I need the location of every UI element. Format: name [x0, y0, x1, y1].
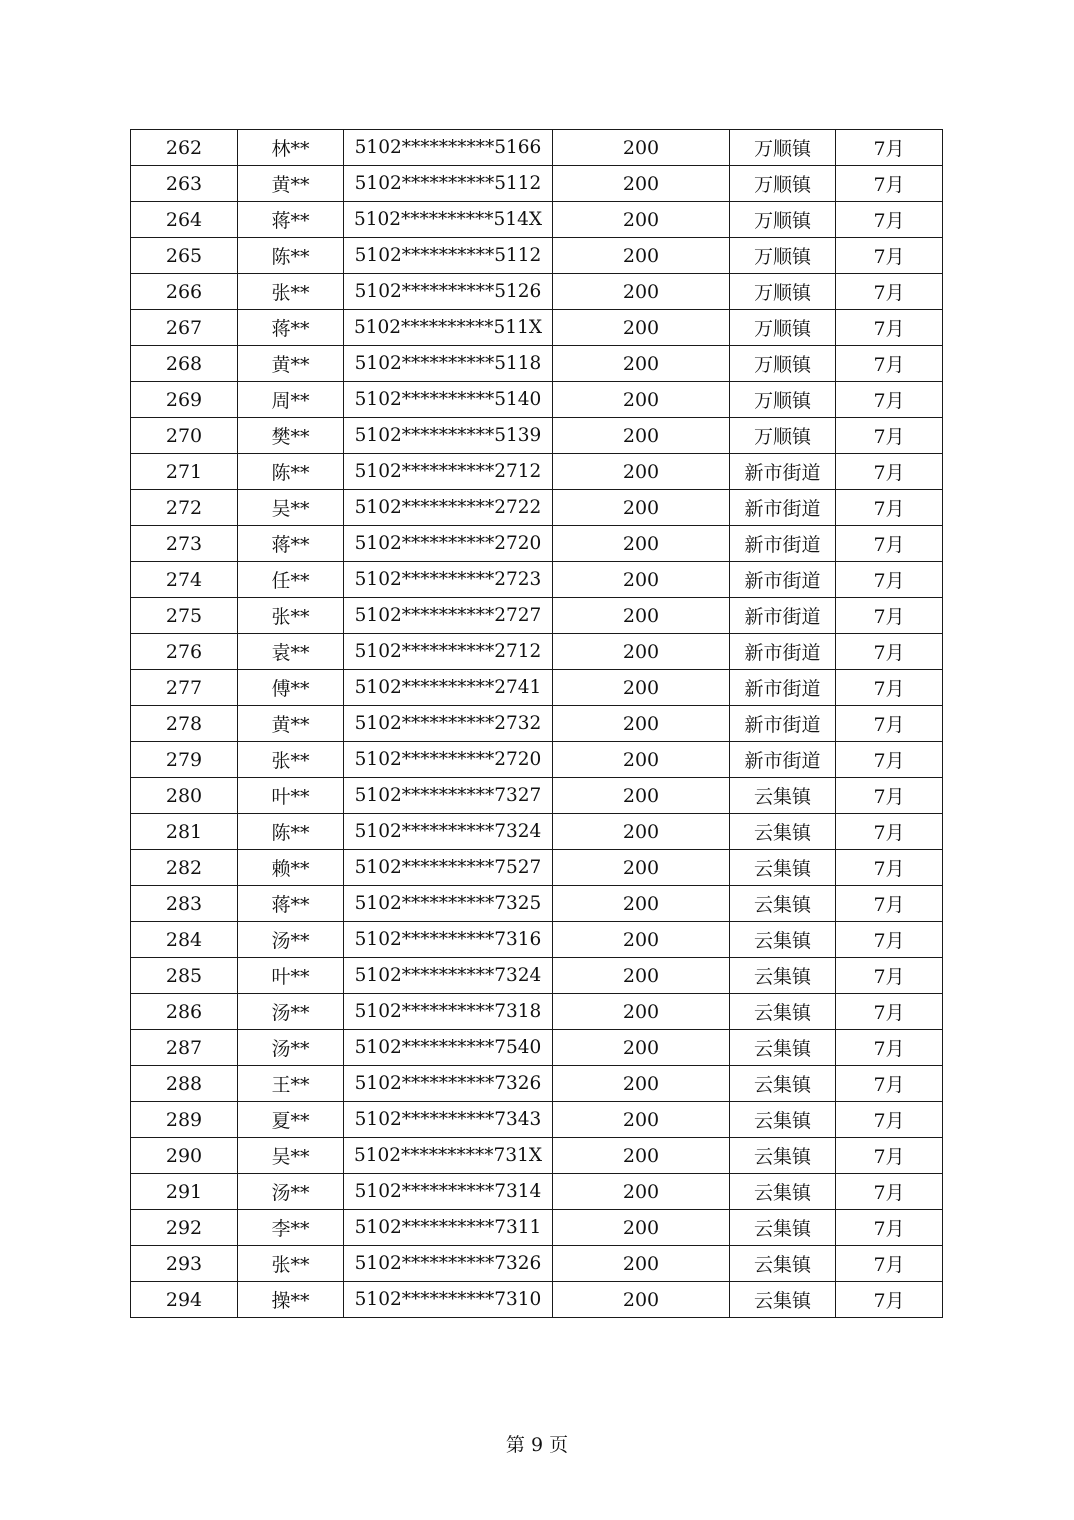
- cell-serial-number: 277: [131, 670, 238, 706]
- cell-town: 云集镇: [730, 1138, 836, 1174]
- cell-amount: 200: [553, 382, 730, 418]
- cell-name: 傅**: [238, 670, 344, 706]
- cell-serial-number: 276: [131, 634, 238, 670]
- cell-name: 叶**: [238, 958, 344, 994]
- cell-town: 万顺镇: [730, 130, 836, 166]
- cell-month: 7月: [836, 274, 943, 310]
- cell-id-number: 5102**********2732: [344, 706, 553, 742]
- cell-serial-number: 286: [131, 994, 238, 1030]
- table-row: [131, 274, 943, 310]
- cell-month: 7月: [836, 958, 943, 994]
- cell-amount: 200: [553, 994, 730, 1030]
- cell-name: 张**: [238, 1246, 344, 1282]
- cell-name: 蒋**: [238, 202, 344, 238]
- cell-amount: 200: [553, 238, 730, 274]
- cell-name: 黄**: [238, 706, 344, 742]
- cell-town: 云集镇: [730, 886, 836, 922]
- table-row: [131, 1138, 943, 1174]
- cell-month: 7月: [836, 598, 943, 634]
- cell-month: 7月: [836, 1138, 943, 1174]
- cell-month: 7月: [836, 130, 943, 166]
- cell-amount: 200: [553, 166, 730, 202]
- cell-month: 7月: [836, 346, 943, 382]
- cell-serial-number: 270: [131, 418, 238, 454]
- table-row: [131, 526, 943, 562]
- cell-name: 王**: [238, 1066, 344, 1102]
- cell-serial-number: 287: [131, 1030, 238, 1066]
- cell-serial-number: 288: [131, 1066, 238, 1102]
- table-row: [131, 1282, 943, 1318]
- cell-amount: 200: [553, 1174, 730, 1210]
- cell-serial-number: 265: [131, 238, 238, 274]
- table-row: [131, 310, 943, 346]
- cell-serial-number: 264: [131, 202, 238, 238]
- cell-name: 黄**: [238, 166, 344, 202]
- cell-amount: 200: [553, 1066, 730, 1102]
- cell-town: 云集镇: [730, 958, 836, 994]
- cell-amount: 200: [553, 202, 730, 238]
- cell-serial-number: 267: [131, 310, 238, 346]
- cell-serial-number: 285: [131, 958, 238, 994]
- cell-id-number: 5102**********2720: [344, 526, 553, 562]
- cell-serial-number: 291: [131, 1174, 238, 1210]
- cell-name: 汤**: [238, 994, 344, 1030]
- cell-id-number: 5102**********7318: [344, 994, 553, 1030]
- cell-town: 新市街道: [730, 634, 836, 670]
- cell-id-number: 5102**********5139: [344, 418, 553, 454]
- cell-serial-number: 290: [131, 1138, 238, 1174]
- table-row: [131, 958, 943, 994]
- cell-town: 云集镇: [730, 1246, 836, 1282]
- cell-id-number: 5102**********5118: [344, 346, 553, 382]
- cell-town: 云集镇: [730, 1030, 836, 1066]
- cell-month: 7月: [836, 382, 943, 418]
- cell-amount: 200: [553, 706, 730, 742]
- cell-amount: 200: [553, 1210, 730, 1246]
- cell-id-number: 5102**********511X: [344, 310, 553, 346]
- cell-id-number: 5102**********2712: [344, 454, 553, 490]
- cell-id-number: 5102**********7540: [344, 1030, 553, 1066]
- table-row: [131, 418, 943, 454]
- cell-town: 云集镇: [730, 850, 836, 886]
- cell-name: 汤**: [238, 922, 344, 958]
- cell-town: 万顺镇: [730, 382, 836, 418]
- table-row: [131, 994, 943, 1030]
- cell-month: 7月: [836, 490, 943, 526]
- table-row: [131, 490, 943, 526]
- cell-town: 新市街道: [730, 670, 836, 706]
- roster-table: [130, 129, 943, 1318]
- cell-amount: 200: [553, 1282, 730, 1318]
- table-row: [131, 778, 943, 814]
- table-row: [131, 1174, 943, 1210]
- cell-month: 7月: [836, 670, 943, 706]
- table-row: [131, 814, 943, 850]
- cell-id-number: 5102**********7326: [344, 1246, 553, 1282]
- cell-serial-number: 282: [131, 850, 238, 886]
- cell-month: 7月: [836, 238, 943, 274]
- table-row: [131, 850, 943, 886]
- cell-town: 云集镇: [730, 1210, 836, 1246]
- cell-town: 万顺镇: [730, 202, 836, 238]
- cell-town: 万顺镇: [730, 238, 836, 274]
- cell-town: 云集镇: [730, 922, 836, 958]
- table-row: [131, 706, 943, 742]
- cell-serial-number: 274: [131, 562, 238, 598]
- cell-month: 7月: [836, 526, 943, 562]
- cell-month: 7月: [836, 1174, 943, 1210]
- table-row: [131, 562, 943, 598]
- cell-month: 7月: [836, 886, 943, 922]
- cell-serial-number: 275: [131, 598, 238, 634]
- cell-id-number: 5102**********514X: [344, 202, 553, 238]
- table-row: [131, 382, 943, 418]
- cell-amount: 200: [553, 1030, 730, 1066]
- cell-month: 7月: [836, 1030, 943, 1066]
- cell-serial-number: 268: [131, 346, 238, 382]
- cell-id-number: 5102**********7343: [344, 1102, 553, 1138]
- cell-serial-number: 292: [131, 1210, 238, 1246]
- cell-id-number: 5102**********7327: [344, 778, 553, 814]
- cell-month: 7月: [836, 454, 943, 490]
- table-row: [131, 130, 943, 166]
- page-number: 第 9 页: [505, 1434, 569, 1456]
- cell-name: 蒋**: [238, 310, 344, 346]
- cell-serial-number: 283: [131, 886, 238, 922]
- cell-month: 7月: [836, 850, 943, 886]
- cell-town: 云集镇: [730, 1282, 836, 1318]
- cell-name: 陈**: [238, 454, 344, 490]
- cell-amount: 200: [553, 922, 730, 958]
- table-row: [131, 670, 943, 706]
- cell-month: 7月: [836, 778, 943, 814]
- cell-name: 黄**: [238, 346, 344, 382]
- cell-town: 万顺镇: [730, 274, 836, 310]
- cell-id-number: 5102**********2727: [344, 598, 553, 634]
- table-row: [131, 454, 943, 490]
- cell-name: 蒋**: [238, 886, 344, 922]
- cell-id-number: 5102**********2741: [344, 670, 553, 706]
- cell-name: 蒋**: [238, 526, 344, 562]
- cell-serial-number: 271: [131, 454, 238, 490]
- cell-amount: 200: [553, 454, 730, 490]
- cell-name: 吴**: [238, 490, 344, 526]
- cell-id-number: 5102**********2722: [344, 490, 553, 526]
- cell-month: 7月: [836, 994, 943, 1030]
- cell-name: 张**: [238, 742, 344, 778]
- cell-amount: 200: [553, 490, 730, 526]
- cell-name: 任**: [238, 562, 344, 598]
- cell-id-number: 5102**********5140: [344, 382, 553, 418]
- cell-month: 7月: [836, 202, 943, 238]
- cell-id-number: 5102**********5126: [344, 274, 553, 310]
- table-row: [131, 1030, 943, 1066]
- cell-name: 叶**: [238, 778, 344, 814]
- cell-town: 云集镇: [730, 1174, 836, 1210]
- cell-name: 张**: [238, 598, 344, 634]
- table-row: [131, 346, 943, 382]
- cell-month: 7月: [836, 1210, 943, 1246]
- cell-amount: 200: [553, 814, 730, 850]
- cell-amount: 200: [553, 1138, 730, 1174]
- table-row: [131, 1102, 943, 1138]
- cell-month: 7月: [836, 1282, 943, 1318]
- cell-serial-number: 262: [131, 130, 238, 166]
- cell-month: 7月: [836, 166, 943, 202]
- cell-name: 吴**: [238, 1138, 344, 1174]
- cell-id-number: 5102**********7310: [344, 1282, 553, 1318]
- cell-serial-number: 280: [131, 778, 238, 814]
- cell-serial-number: 293: [131, 1246, 238, 1282]
- cell-id-number: 5102**********7316: [344, 922, 553, 958]
- cell-id-number: 5102**********7314: [344, 1174, 553, 1210]
- table-row: [131, 1246, 943, 1282]
- cell-serial-number: 263: [131, 166, 238, 202]
- cell-town: 万顺镇: [730, 346, 836, 382]
- cell-name: 汤**: [238, 1174, 344, 1210]
- cell-serial-number: 294: [131, 1282, 238, 1318]
- cell-month: 7月: [836, 562, 943, 598]
- cell-amount: 200: [553, 1102, 730, 1138]
- cell-amount: 200: [553, 418, 730, 454]
- cell-serial-number: 289: [131, 1102, 238, 1138]
- cell-amount: 200: [553, 130, 730, 166]
- cell-id-number: 5102**********731X: [344, 1138, 553, 1174]
- table-row: [131, 1066, 943, 1102]
- cell-serial-number: 279: [131, 742, 238, 778]
- cell-town: 云集镇: [730, 814, 836, 850]
- cell-amount: 200: [553, 886, 730, 922]
- cell-town: 万顺镇: [730, 310, 836, 346]
- cell-amount: 200: [553, 670, 730, 706]
- cell-serial-number: 266: [131, 274, 238, 310]
- cell-town: 新市街道: [730, 706, 836, 742]
- table-row: [131, 742, 943, 778]
- cell-town: 云集镇: [730, 1102, 836, 1138]
- cell-month: 7月: [836, 1246, 943, 1282]
- cell-id-number: 5102**********2712: [344, 634, 553, 670]
- cell-town: 新市街道: [730, 454, 836, 490]
- cell-name: 陈**: [238, 238, 344, 274]
- cell-town: 新市街道: [730, 490, 836, 526]
- cell-id-number: 5102**********5112: [344, 166, 553, 202]
- cell-name: 李**: [238, 1210, 344, 1246]
- cell-serial-number: 278: [131, 706, 238, 742]
- table-row: [131, 634, 943, 670]
- cell-amount: 200: [553, 310, 730, 346]
- cell-id-number: 5102**********7324: [344, 958, 553, 994]
- cell-town: 新市街道: [730, 562, 836, 598]
- cell-month: 7月: [836, 634, 943, 670]
- table-row: [131, 238, 943, 274]
- cell-name: 林**: [238, 130, 344, 166]
- cell-month: 7月: [836, 310, 943, 346]
- cell-serial-number: 272: [131, 490, 238, 526]
- cell-id-number: 5102**********7311: [344, 1210, 553, 1246]
- cell-town: 万顺镇: [730, 418, 836, 454]
- cell-amount: 200: [553, 778, 730, 814]
- cell-name: 张**: [238, 274, 344, 310]
- cell-month: 7月: [836, 742, 943, 778]
- cell-name: 袁**: [238, 634, 344, 670]
- cell-town: 新市街道: [730, 598, 836, 634]
- cell-name: 樊**: [238, 418, 344, 454]
- cell-id-number: 5102**********7527: [344, 850, 553, 886]
- cell-name: 夏**: [238, 1102, 344, 1138]
- cell-town: 云集镇: [730, 994, 836, 1030]
- cell-name: 操**: [238, 1282, 344, 1318]
- cell-town: 新市街道: [730, 742, 836, 778]
- cell-id-number: 5102**********2720: [344, 742, 553, 778]
- cell-town: 云集镇: [730, 1066, 836, 1102]
- cell-month: 7月: [836, 1102, 943, 1138]
- cell-month: 7月: [836, 418, 943, 454]
- table-row: [131, 922, 943, 958]
- cell-name: 赖**: [238, 850, 344, 886]
- cell-serial-number: 284: [131, 922, 238, 958]
- cell-amount: 200: [553, 526, 730, 562]
- cell-town: 云集镇: [730, 778, 836, 814]
- cell-month: 7月: [836, 922, 943, 958]
- cell-amount: 200: [553, 634, 730, 670]
- cell-amount: 200: [553, 742, 730, 778]
- cell-amount: 200: [553, 598, 730, 634]
- cell-month: 7月: [836, 706, 943, 742]
- cell-serial-number: 273: [131, 526, 238, 562]
- cell-town: 新市街道: [730, 526, 836, 562]
- cell-amount: 200: [553, 274, 730, 310]
- cell-serial-number: 269: [131, 382, 238, 418]
- cell-amount: 200: [553, 1246, 730, 1282]
- cell-amount: 200: [553, 562, 730, 598]
- cell-id-number: 5102**********5112: [344, 238, 553, 274]
- cell-month: 7月: [836, 814, 943, 850]
- cell-id-number: 5102**********5166: [344, 130, 553, 166]
- cell-serial-number: 281: [131, 814, 238, 850]
- cell-id-number: 5102**********2723: [344, 562, 553, 598]
- cell-id-number: 5102**********7325: [344, 886, 553, 922]
- cell-town: 万顺镇: [730, 166, 836, 202]
- table-row: [131, 202, 943, 238]
- cell-name: 陈**: [238, 814, 344, 850]
- table-row: [131, 166, 943, 202]
- cell-id-number: 5102**********7324: [344, 814, 553, 850]
- cell-id-number: 5102**********7326: [344, 1066, 553, 1102]
- table-row: [131, 1210, 943, 1246]
- cell-amount: 200: [553, 850, 730, 886]
- cell-name: 汤**: [238, 1030, 344, 1066]
- cell-amount: 200: [553, 346, 730, 382]
- table-row: [131, 886, 943, 922]
- cell-name: 周**: [238, 382, 344, 418]
- roster-table-body: [131, 130, 943, 1318]
- cell-month: 7月: [836, 1066, 943, 1102]
- cell-amount: 200: [553, 958, 730, 994]
- table-row: [131, 598, 943, 634]
